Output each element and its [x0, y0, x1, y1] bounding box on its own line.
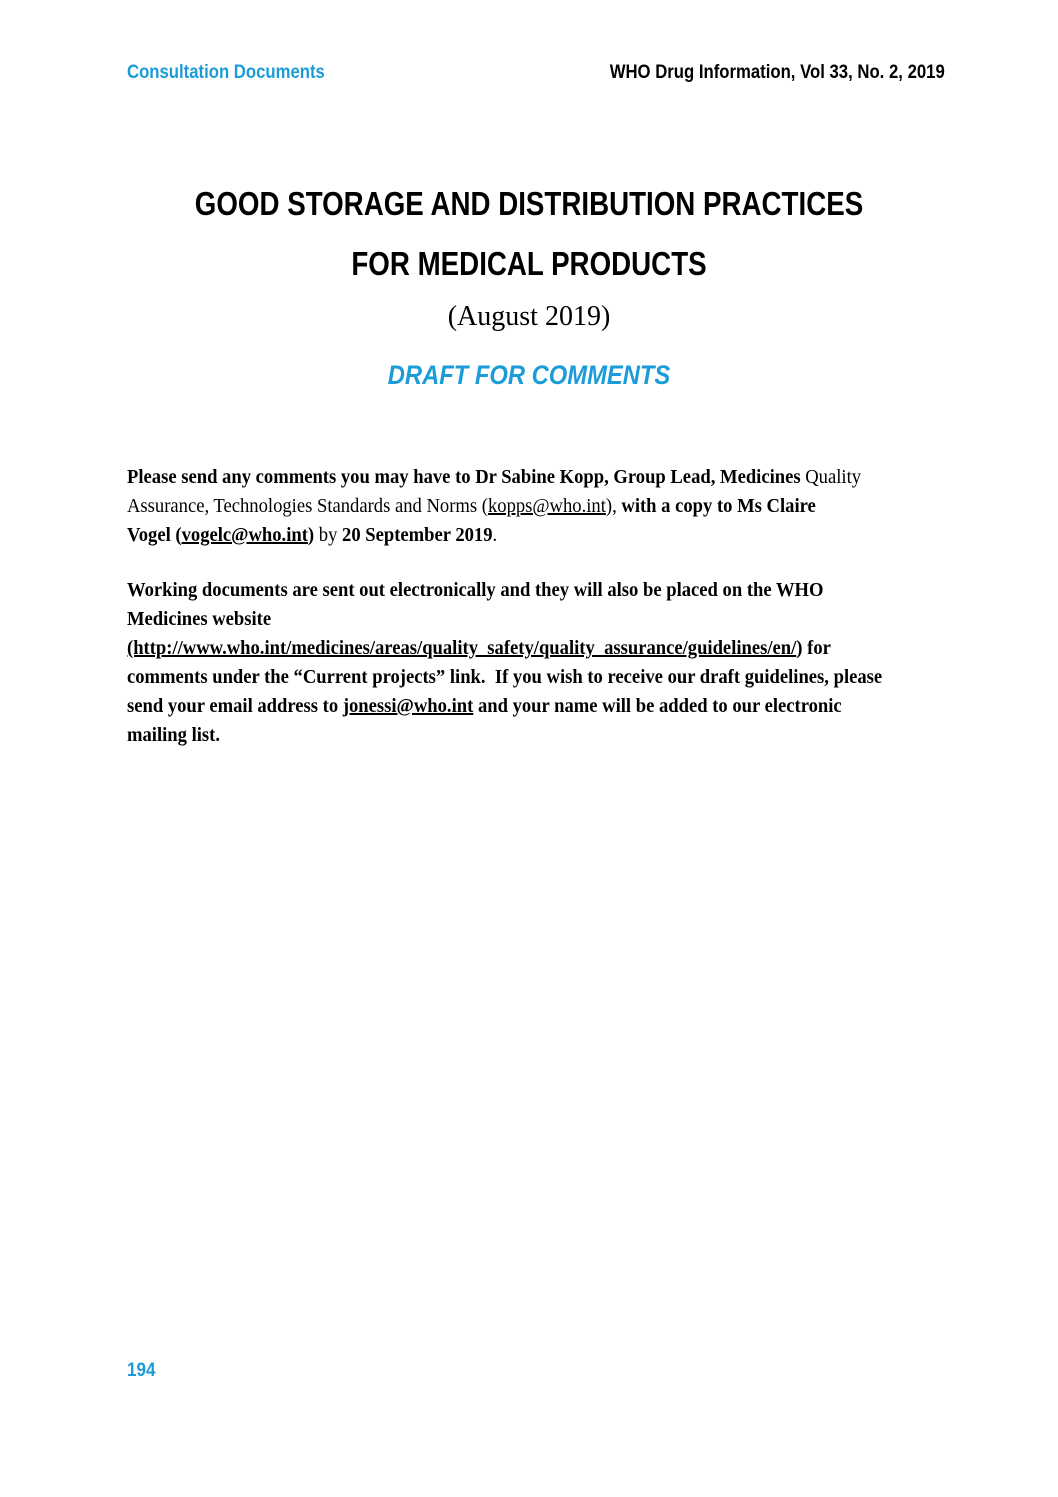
text-run: Assurance, Technologies Standards and Norms (	[127, 495, 488, 517]
draft-for-comments-label: DRAFT FOR COMMENTS	[387, 360, 671, 390]
hyperlink[interactable]: (http://www.who.int/medicines/areas/quality_safety/quality_assurance/guidelines/en/	[127, 637, 797, 659]
page-header	[127, 62, 945, 84]
text-run: Please send any comments you may have to Dr Sabine Kopp, Group Lead, Medicines	[127, 466, 806, 488]
text-run: send your email address to	[127, 695, 343, 717]
document-title-line1: GOOD STORAGE AND DISTRIBUTION PRACTICES	[194, 185, 864, 222]
comments-instructions-paragraph	[127, 463, 983, 550]
text-run: 20 September 2019	[342, 524, 493, 546]
document-date: (August 2019)	[447, 301, 611, 332]
text-run: with a copy to Ms Claire	[621, 495, 816, 517]
text-run: Quality	[805, 466, 862, 488]
document-title-line2: FOR MEDICAL PRODUCTS	[351, 245, 707, 282]
text-run: and your name will be added to our electronic	[473, 695, 842, 717]
hyperlink[interactable]: jonessi@who.int	[342, 695, 474, 717]
text-run: .	[492, 524, 498, 546]
body-text	[127, 463, 983, 750]
text-run: Medicines website	[127, 608, 272, 630]
working-documents-paragraph	[127, 576, 983, 750]
hyperlink[interactable]: vogelc@who.int	[181, 524, 308, 546]
text-run: Vogel (	[127, 524, 182, 546]
section-label: Consultation Documents	[127, 62, 325, 83]
page-number: 194	[127, 1360, 156, 1381]
text-run: )	[307, 524, 319, 546]
text-run: by	[318, 524, 343, 546]
text-run: ) for	[796, 637, 831, 659]
journal-title: WHO Drug Information, Vol 33, No. 2, 2019	[609, 62, 945, 83]
text-run: mailing list.	[127, 724, 221, 746]
hyperlink[interactable]: kopps@who.int	[487, 495, 606, 517]
text-run: Working documents are sent out electronically and they will also be placed on the WHO	[127, 579, 824, 601]
text-run: ),	[605, 495, 622, 517]
text-run: comments under the “Current projects” link. If you wish to receive our draft guidelines, please	[127, 666, 883, 688]
